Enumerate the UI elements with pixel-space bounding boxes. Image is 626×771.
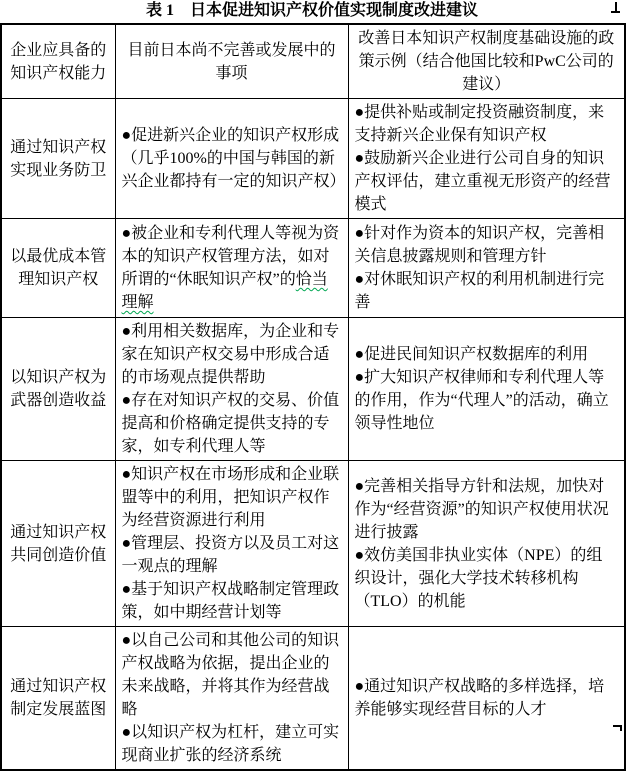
bullet-item: ●针对作为资本的知识产权，完善相关信息披露规则和管理方针	[354, 225, 605, 265]
table-row	[1, 318, 625, 461]
table-row	[1, 99, 625, 219]
bullet-item: ●基于知识产权战略制定管理政策，如中期经营计划等	[121, 581, 340, 621]
capability-label: 以最优成本管理知识产权	[1, 219, 115, 318]
policies-cell	[348, 219, 625, 318]
issues-cell	[115, 99, 348, 219]
issues-cell	[115, 627, 348, 771]
table-caption: 表 1 日本促进知识产权价值实现制度改进建议	[145, 2, 478, 19]
grammar-flagged-text: 恰当理解	[121, 271, 328, 311]
header-cell-issues: 目前日本尚不完善或发展中的事项	[115, 24, 348, 99]
bullet-item: ●知识产权在市场形成和企业联盟等中的利用，把知识产权作为经营资源进行利用	[121, 466, 340, 529]
capability-label: 以知识产权为武器创造收益	[1, 318, 115, 461]
bullet-item: ●利用相关数据库，为企业和专家在知识产权交易中形成合适的市场观点提供帮助	[121, 323, 340, 386]
table-row	[1, 461, 625, 627]
capability-label: 通过知识产权制定发展蓝图	[1, 627, 115, 771]
bullet-item: ●提供补贴或制定投资融资制度，来支持新兴企业保有知识产权	[354, 104, 605, 144]
bullet-item: ●效仿美国非执业实体（NPE）的组织设计，强化大学技术转移机构（TLO）的机能	[354, 546, 603, 610]
bullet-item: ●对休眠知识产权的利用机制进行完善	[354, 271, 605, 311]
policies-cell	[348, 318, 625, 461]
policies-cell	[348, 99, 625, 219]
cropped-table-handle-artifact	[613, 725, 622, 731]
bullet-item: ●存在对知识产权的交易、价值提高和价格确定提供支持的专家，如专利代理人等	[121, 392, 340, 455]
bullet-item-text: ●被企业和专利代理人等视为资本的知识产权管理方法，如对所谓的“休眠知识产权”的	[121, 225, 340, 288]
capability-label: 通过知识产权实现业务防卫	[1, 99, 115, 219]
policies-cell	[348, 627, 625, 771]
issues-cell	[115, 318, 348, 461]
cropped-text-artifact	[611, 2, 620, 13]
policies-cell	[348, 461, 625, 627]
header-cell-policies: 改善日本知识产权制度基础设施的政策示例（结合他国比较和PwC公司的建议）	[348, 24, 625, 99]
bullet-item: ●促进民间知识产权数据库的利用	[354, 346, 589, 363]
bullet-item: ●以知识产权为杠杆，建立可实现商业扩张的经济系统	[121, 724, 340, 764]
capability-label: 通过知识产权共同创造价值	[1, 461, 115, 627]
table-header-row	[1, 24, 625, 99]
bullet-item: ●以自己公司和其他公司的知识产权战略为依据，提出企业的未来战略，并将其作为经营战略	[121, 632, 340, 718]
bullet-item: ●鼓励新兴企业进行公司自身的知识产权评估，建立重视无形资产的经营模式	[354, 150, 611, 213]
table-row	[1, 219, 625, 318]
table-row	[1, 627, 625, 771]
bullet-item: ●扩大知识产权律师和专利代理人等的作用，作为“代理人”的活动，确立领导性地位	[354, 369, 609, 432]
issues-cell	[115, 461, 348, 627]
bullet-item: ●管理层、投资方以及员工对这一观点的理解	[121, 535, 340, 575]
ip-improvement-table	[0, 23, 626, 771]
bullet-item: ●促进新兴企业的知识产权形成（几乎100%的中国与韩国的新兴企业都持有一定的知识产权）	[121, 127, 346, 190]
bullet-item	[122, 222, 342, 314]
bullet-item: ●通过知识产权战略的多样选择，培养能够实现经营目标的人才	[354, 678, 605, 718]
header-cell-capability: 企业应具备的知识产权能力	[1, 24, 115, 99]
issues-cell	[115, 219, 348, 318]
bullet-item: ●完善相关指导方针和法规，加快对作为“经营资源”的知识产权使用状况进行披露	[354, 477, 609, 541]
